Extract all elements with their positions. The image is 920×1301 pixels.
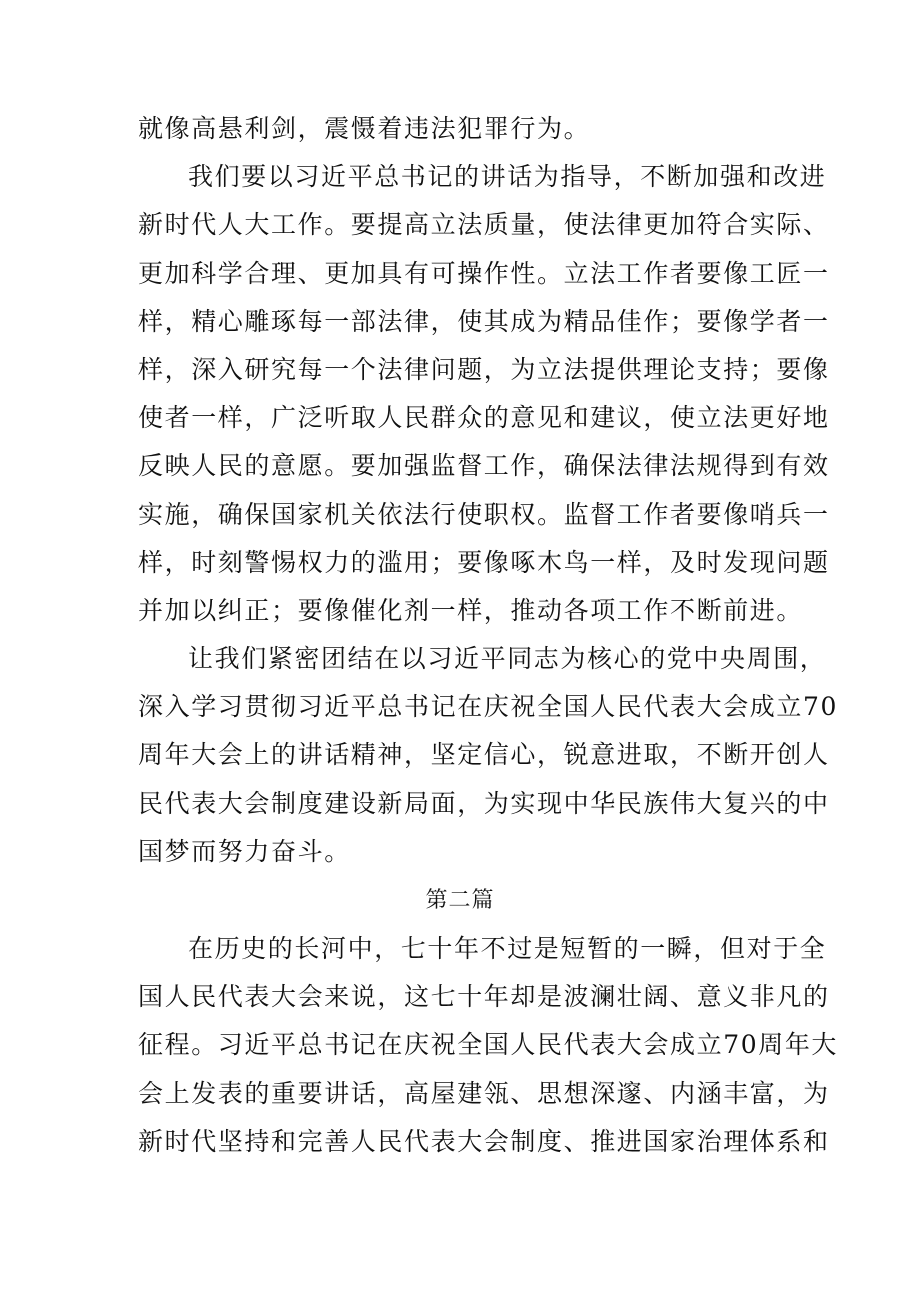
text-line: 使者一样，广泛听取人民群众的意见和建议，使立法更好地 xyxy=(138,403,830,433)
text-line: 国人民代表大会来说，这七十年却是波澜壮阔、意义非凡的 xyxy=(138,982,830,1012)
text-line: 样，时刻警惕权力的滥用；要像啄木鸟一样，及时发现问题 xyxy=(138,547,830,577)
text-line-paragraph-start: 让我们紧密团结在以习近平同志为核心的党中央周围， xyxy=(188,644,827,674)
text-line-paragraph-start: 在历史的长河中，七十年不过是短暂的一瞬，但对于全 xyxy=(188,934,827,963)
text-line: 实施，确保国家机关依法行使职权。监督工作者要像哨兵一 xyxy=(138,499,830,529)
text-line: 并加以纠正；要像催化剂一样，推动各项工作不断前进。 xyxy=(138,595,804,625)
text-line: 样，深入研究每一个法律问题，为立法提供理论支持；要像 xyxy=(138,354,830,384)
section-heading: 第二篇 xyxy=(425,888,495,913)
text-line: 民代表大会制度建设新局面，为实现中华民族伟大复兴的中 xyxy=(138,788,830,818)
text-line: 新时代人大工作。要提高立法质量，使法律更加符合实际、 xyxy=(138,210,830,240)
text-line: 征程。习近平总书记在庆祝全国人民代表大会成立70周年大 xyxy=(138,1030,839,1060)
body-text-section-1 xyxy=(138,105,839,876)
text-line: 国梦而努力奋斗。 xyxy=(138,836,351,866)
text-line: 新时代坚持和完善人民代表大会制度、推进国家治理体系和 xyxy=(138,1126,830,1156)
text-line-paragraph-start: 我们要以习近平总书记的讲话为指导，不断加强和改进 xyxy=(188,162,827,192)
text-line: 会上发表的重要讲话，高屋建瓴、思想深邃、内涵丰富，为 xyxy=(138,1078,830,1108)
text-line: 深入学习贯彻习近平总书记在庆祝全国人民代表大会成立70 xyxy=(138,692,839,722)
text-line: 周年大会上的讲话精神，坚定信心，锐意进取，不断开创人 xyxy=(138,740,830,770)
text-line: 就像高悬利剑，震慑着违法犯罪行为。 xyxy=(138,114,591,143)
body-text-section-2 xyxy=(138,925,839,1166)
text-line: 样，精心雕琢每一部法律，使其成为精品佳作；要像学者一 xyxy=(138,306,830,336)
text-line: 更加科学合理、更加具有可操作性。立法工作者要像工匠一 xyxy=(138,258,830,288)
text-line: 反映人民的意愿。要加强监督工作，确保法律法规得到有效 xyxy=(138,451,830,481)
